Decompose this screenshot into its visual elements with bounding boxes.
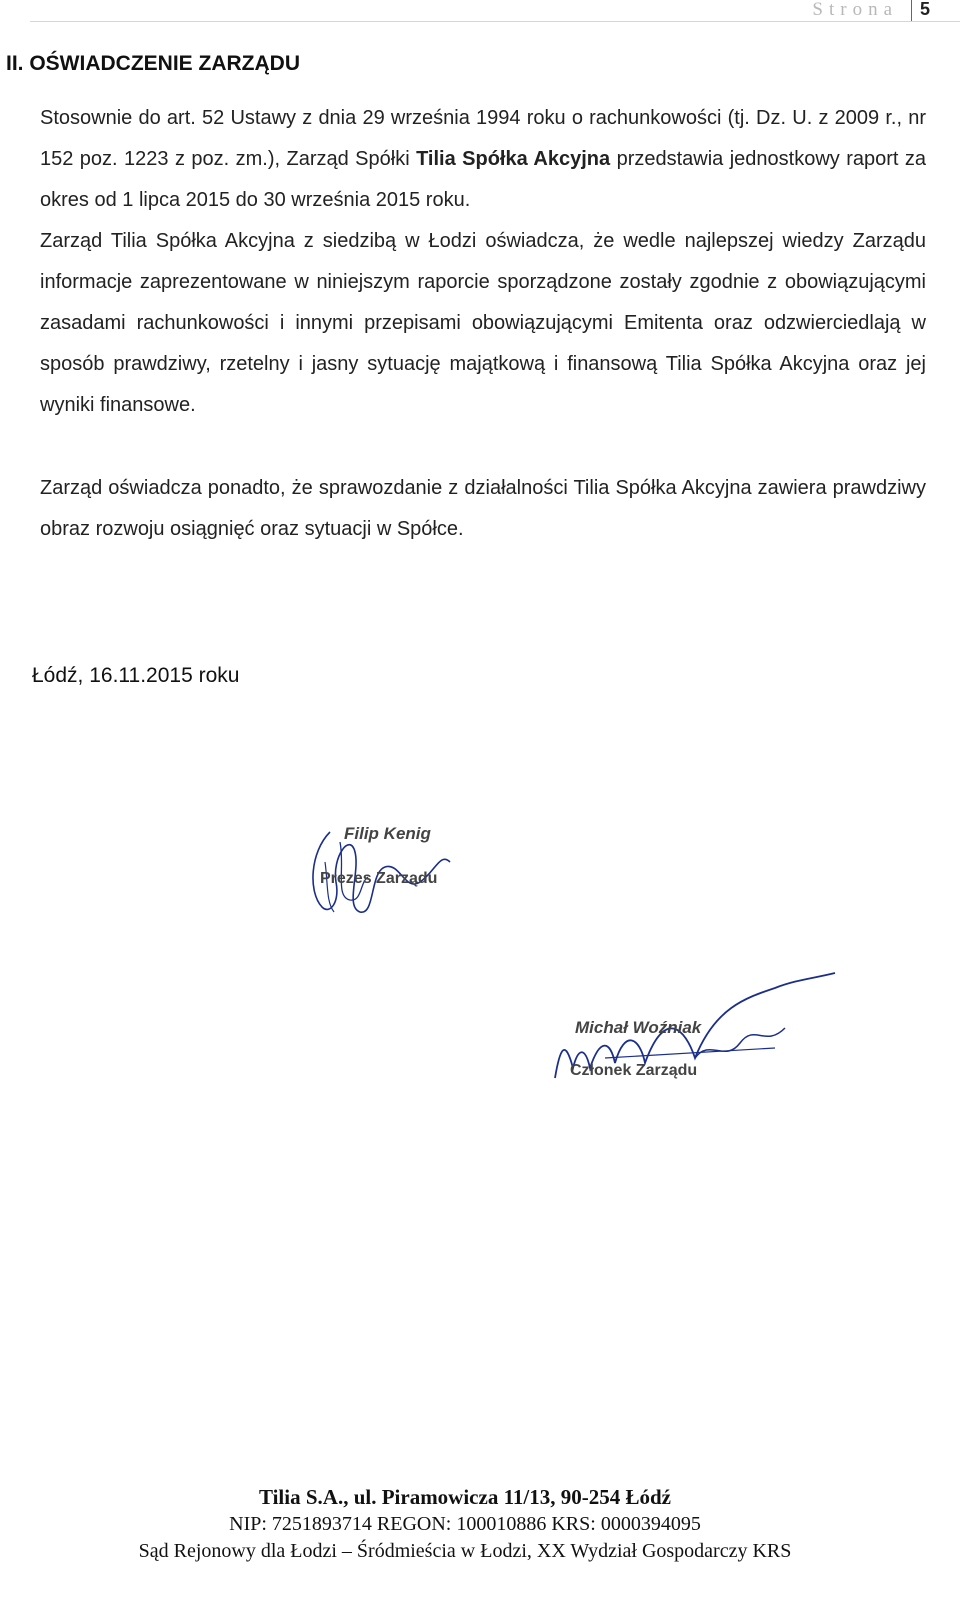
signature-block-president: [300, 812, 480, 942]
paragraph-report-statement: Zarząd oświadcza ponadto, że sprawozdanie z działalności Tilia Spółka Akcyjna zawiera prawdziwy obraz rozwoju osiągnięć oraz sytuacji w Spółce.: [40, 477, 926, 540]
page-label: Strona: [812, 0, 898, 20]
signature-name: Michał Woźniak: [575, 1018, 702, 1037]
paragraph-statement: Zarząd Tilia Spółka Akcyjna z siedzibą w Łodzi oświadcza, że wedle najlepszej wiedzy Zarządu informacje zaprezentowane w niniejszym raporcie sporządzone zostały zgodnie z obowiązującymi zasadami rachunkowości i innymi przepisami obowiązującymi Emitenta oraz odzwierciedlają w sposób prawdziwy, rzetelny i jasny sytuację majątkową i finansową Tilia Spółka Akcyjna oraz jej wyniki finansowe.: [40, 230, 926, 416]
signature-block-board-member: [545, 968, 845, 1088]
page-number: 5: [919, 0, 930, 19]
paragraph-text: przedstawia jednostkowy raport za okres od 1 lipca 2015 do 30 września 2015 roku.: [40, 148, 927, 211]
paragraph-legal-basis: [40, 98, 926, 221]
footer-court-registry: Sąd Rejonowy dla Łodzi – Śródmieścia w Łodzi, XX Wydział Gospodarczy KRS: [138, 1540, 792, 1562]
signature-name: Filip Kenig: [344, 824, 431, 843]
paragraph-text: Stosownie do art. 52 Ustawy z dnia 29 września 1994 roku o rachunkowości (tj. Dz. U. z 2009 r., nr 152 poz. 1223 z poz. zm.), Zarząd Spółki: [40, 107, 926, 170]
page-separator: [911, 0, 912, 21]
company-name-bold: Tilia Spółka Akcyjna: [416, 148, 611, 170]
page-header: [0, 0, 960, 22]
signature-role: Członek Zarządu: [570, 1062, 698, 1079]
header-rule: [30, 21, 960, 22]
footer-company-address: Tilia S.A., ul. Piramowicza 11/13, 90-254 Łódź: [258, 1485, 672, 1509]
place-and-date: Łódź, 16.11.2015 roku: [32, 664, 240, 687]
footer-registration-numbers: NIP: 7251893714 REGON: 100010886 KRS: 0000394095: [229, 1513, 701, 1535]
section-title: II. OŚWIADCZENIE ZARZĄDU: [6, 52, 300, 75]
signature-role: Prezes Zarządu: [320, 870, 438, 887]
